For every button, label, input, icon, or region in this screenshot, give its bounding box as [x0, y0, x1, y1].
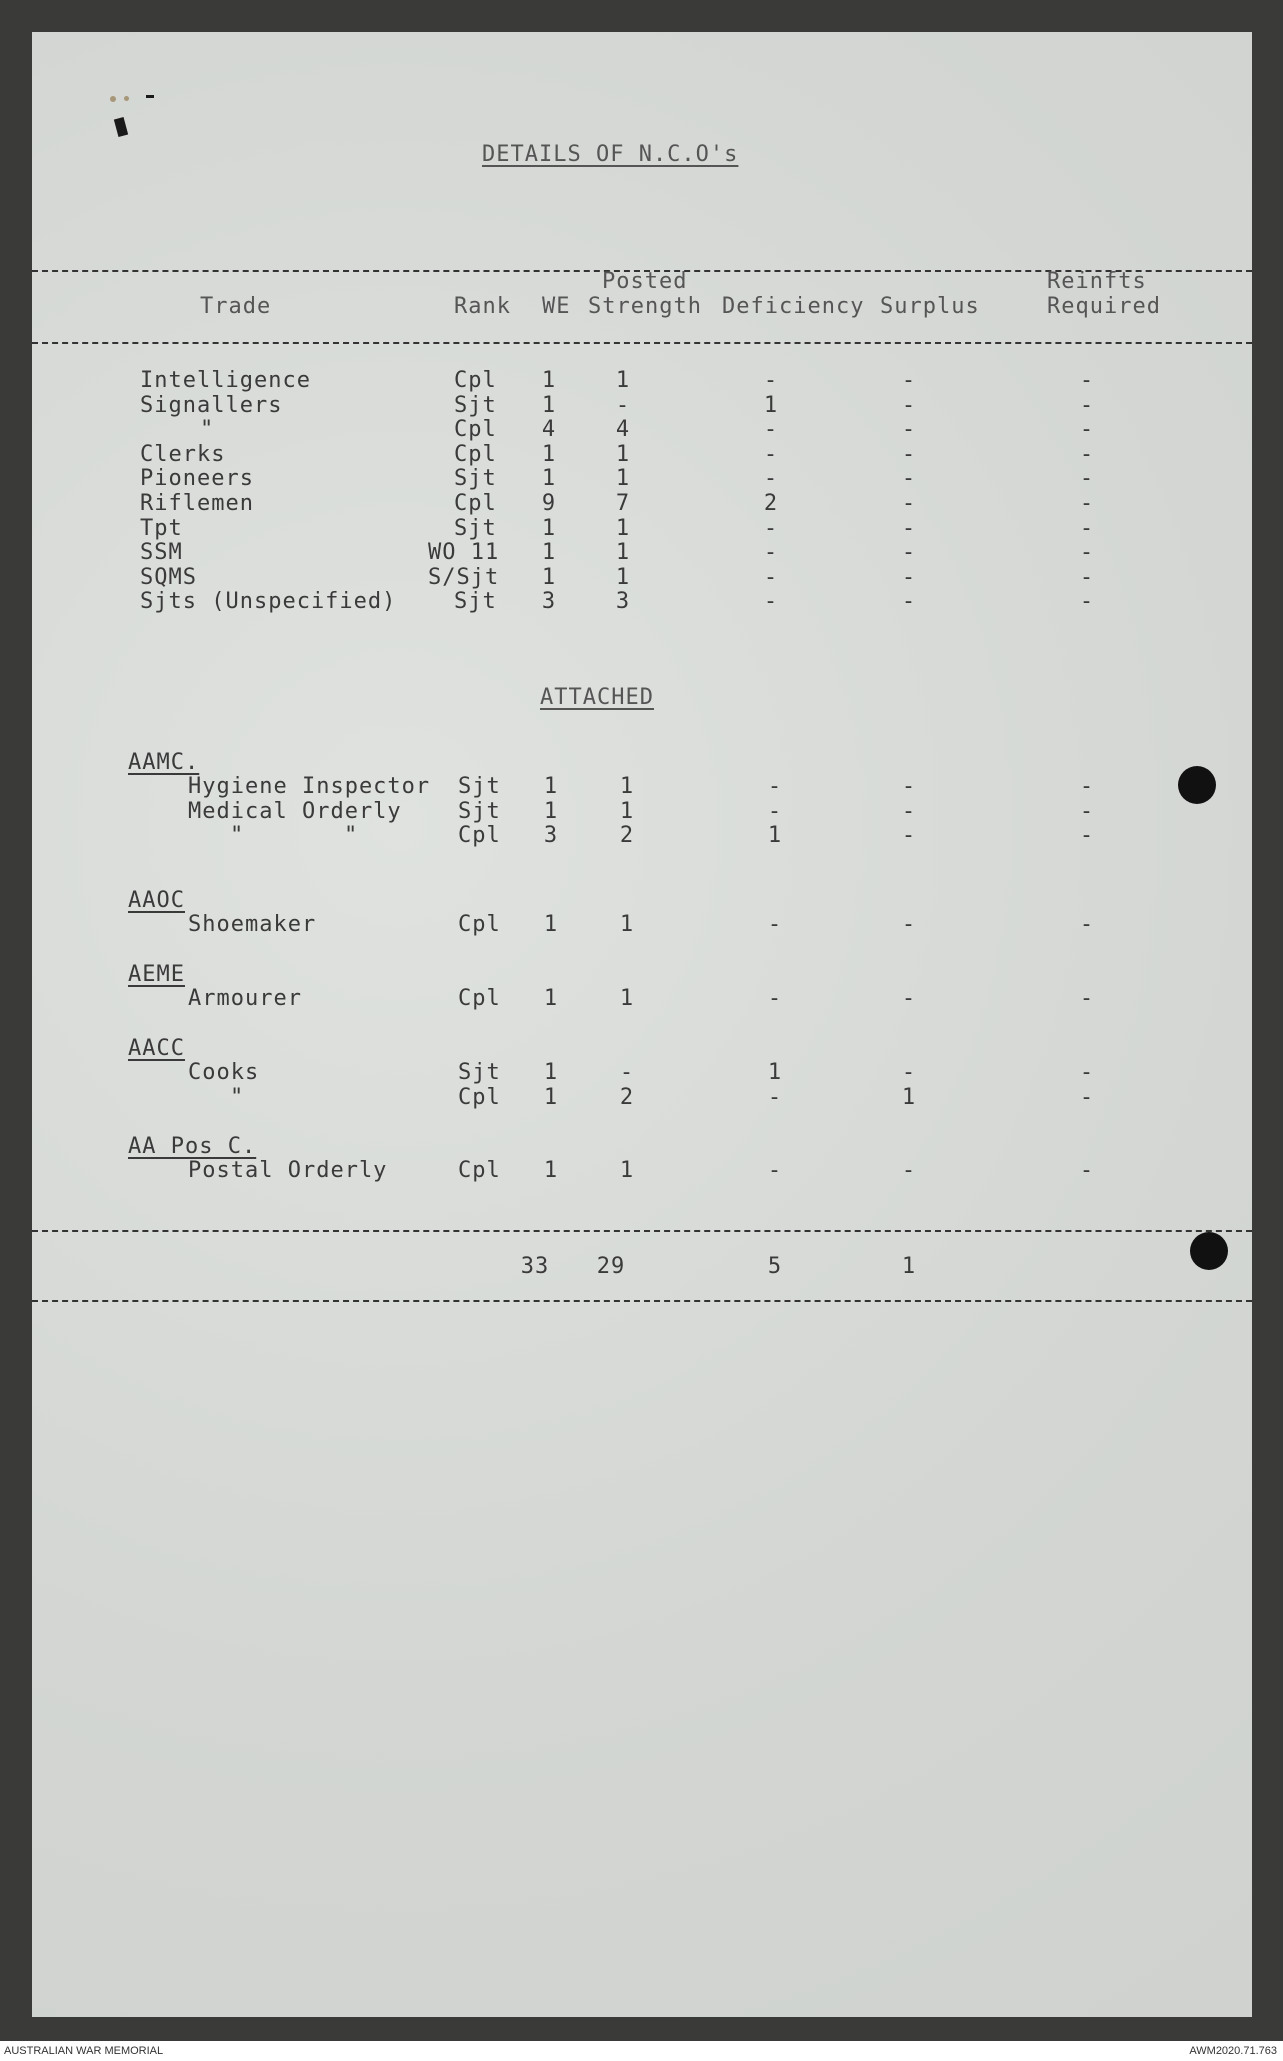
- row-trade: SQMS: [140, 564, 197, 590]
- group-name: AAMC.: [128, 750, 200, 775]
- row-surplus: 1: [901, 1084, 917, 1110]
- row-trade: " ": [230, 823, 359, 849]
- row-required: -: [1079, 774, 1095, 799]
- row-we: 1: [543, 912, 559, 937]
- row-rank: Sjt: [454, 589, 497, 615]
- row-required: -: [1079, 441, 1095, 467]
- row-surplus: -: [901, 441, 917, 467]
- row-rank: Cpl: [454, 491, 497, 516]
- row-we: 1: [541, 368, 557, 393]
- row-deficiency: -: [763, 417, 779, 443]
- row-rank: Sjt: [458, 774, 501, 799]
- row-required: -: [1079, 798, 1095, 824]
- row-surplus: -: [901, 798, 917, 824]
- group-name: AEME: [128, 962, 185, 987]
- row-surplus: -: [901, 417, 917, 443]
- total-surplus: 1: [901, 1254, 917, 1279]
- row-posted: 1: [615, 441, 631, 467]
- row-rank: Cpl: [454, 368, 497, 393]
- header-rank: Rank: [454, 294, 511, 319]
- stain-mark: [110, 96, 116, 102]
- row-deficiency: -: [767, 912, 783, 937]
- row-deficiency: 1: [767, 1060, 783, 1085]
- row-trade: Medical Orderly: [188, 798, 402, 824]
- totals-bottom-rule: [32, 1300, 1252, 1302]
- row-we: 3: [543, 823, 559, 849]
- row-deficiency: -: [767, 1158, 783, 1183]
- row-we: 1: [541, 540, 557, 566]
- row-surplus: -: [901, 466, 917, 492]
- row-required: -: [1079, 986, 1095, 1011]
- row-trade: Shoemaker: [188, 912, 317, 937]
- stain-mark: [124, 96, 129, 101]
- row-rank: Sjt: [454, 466, 497, 492]
- total-we: 33: [520, 1254, 550, 1279]
- row-we: 3: [541, 589, 557, 615]
- row-rank: Sjt: [458, 798, 501, 824]
- row-rank: Cpl: [458, 823, 501, 849]
- row-required: -: [1079, 1158, 1095, 1183]
- row-surplus: -: [901, 823, 917, 849]
- row-rank: Sjt: [458, 1060, 501, 1085]
- row-trade: Clerks: [140, 441, 226, 467]
- row-surplus: -: [901, 912, 917, 937]
- row-required: -: [1079, 417, 1095, 443]
- row-required: -: [1079, 823, 1095, 849]
- row-posted: 7: [615, 491, 631, 516]
- row-deficiency: -: [763, 540, 779, 566]
- row-we: 1: [543, 1158, 559, 1183]
- header-surplus: Surplus: [880, 294, 980, 319]
- row-required: -: [1079, 1060, 1095, 1085]
- row-we: 1: [541, 441, 557, 467]
- total-posted: 29: [596, 1254, 626, 1279]
- row-we: 1: [543, 798, 559, 824]
- row-trade: Tpt: [140, 515, 183, 541]
- row-rank: Sjt: [454, 392, 497, 418]
- row-deficiency: 2: [763, 491, 779, 516]
- attached-title: ATTACHED: [540, 685, 654, 710]
- row-posted: 1: [619, 912, 635, 937]
- row-surplus: -: [901, 774, 917, 799]
- page-title: DETAILS OF N.C.O's: [482, 142, 739, 167]
- ink-mark: [146, 95, 154, 98]
- header-posted: Posted: [602, 269, 688, 294]
- row-trade: Riflemen: [140, 491, 254, 516]
- row-deficiency: 1: [767, 823, 783, 849]
- footer-reference: AWM2020.71.763: [1189, 2045, 1277, 2057]
- row-deficiency: -: [763, 589, 779, 615]
- row-trade: ": [230, 1084, 245, 1110]
- row-rank: Cpl: [458, 986, 501, 1011]
- row-posted: 2: [619, 1084, 635, 1110]
- row-posted: 1: [619, 774, 635, 799]
- row-rank: S/Sjt: [428, 564, 500, 590]
- row-we: 1: [541, 466, 557, 492]
- row-surplus: -: [901, 1158, 917, 1183]
- row-trade: Hygiene Inspector: [188, 774, 431, 799]
- row-trade: Sjts (Unspecified): [140, 589, 397, 615]
- totals-top-rule: [32, 1230, 1252, 1232]
- row-deficiency: 1: [763, 392, 779, 418]
- row-posted: 1: [615, 466, 631, 492]
- row-trade: Signallers: [140, 392, 283, 418]
- punch-hole: [1178, 766, 1216, 804]
- row-we: 1: [541, 564, 557, 590]
- document-page: [32, 32, 1252, 2017]
- row-rank: Cpl: [454, 417, 497, 443]
- header-required: Required: [1047, 294, 1161, 319]
- row-we: 1: [543, 1084, 559, 1110]
- total-deficiency: 5: [767, 1254, 783, 1279]
- row-posted: 3: [615, 589, 631, 615]
- header-we: WE: [542, 294, 571, 319]
- row-surplus: -: [901, 564, 917, 590]
- row-rank: Sjt: [454, 515, 497, 541]
- row-we: 1: [541, 515, 557, 541]
- row-rank: Cpl: [458, 1084, 501, 1110]
- row-we: 1: [543, 986, 559, 1011]
- footer-credit: AUSTRALIAN WAR MEMORIAL: [4, 2045, 164, 2057]
- group-name: AAOC: [128, 888, 185, 913]
- row-deficiency: -: [767, 1084, 783, 1110]
- row-posted: 1: [615, 540, 631, 566]
- row-rank: WO 11: [428, 540, 500, 566]
- row-trade: Intelligence: [140, 368, 311, 393]
- row-surplus: -: [901, 1060, 917, 1085]
- row-deficiency: -: [763, 368, 779, 393]
- row-we: 9: [541, 491, 557, 516]
- row-rank: Cpl: [458, 912, 501, 937]
- row-we: 1: [541, 392, 557, 418]
- row-deficiency: -: [763, 441, 779, 467]
- row-surplus: -: [901, 392, 917, 418]
- row-deficiency: -: [763, 515, 779, 541]
- row-surplus: -: [901, 589, 917, 615]
- row-posted: 1: [615, 515, 631, 541]
- row-posted: 1: [615, 564, 631, 590]
- row-we: 1: [543, 774, 559, 799]
- row-posted: 1: [619, 1158, 635, 1183]
- row-trade: Postal Orderly: [188, 1158, 388, 1183]
- header-trade: Trade: [200, 294, 272, 319]
- row-posted: -: [619, 1060, 635, 1085]
- row-required: -: [1079, 912, 1095, 937]
- group-name: AA Pos C.: [128, 1134, 257, 1159]
- row-rank: Cpl: [454, 441, 497, 467]
- row-posted: 2: [619, 823, 635, 849]
- header-bottom-rule: [32, 342, 1252, 344]
- row-required: -: [1079, 392, 1095, 418]
- row-trade: Cooks: [188, 1060, 260, 1085]
- header-reinfts: Reinfts: [1047, 269, 1147, 294]
- row-surplus: -: [901, 986, 917, 1011]
- row-we: 1: [543, 1060, 559, 1085]
- row-required: -: [1079, 540, 1095, 566]
- row-required: -: [1079, 589, 1095, 615]
- row-surplus: -: [901, 540, 917, 566]
- row-trade: Pioneers: [140, 466, 254, 492]
- footer-strip: [0, 2041, 1283, 2061]
- row-posted: 4: [615, 417, 631, 443]
- header-strength: Strength: [588, 294, 702, 319]
- row-required: -: [1079, 368, 1095, 393]
- row-required: -: [1079, 515, 1095, 541]
- row-deficiency: -: [763, 564, 779, 590]
- row-trade: ": [200, 417, 215, 443]
- row-surplus: -: [901, 368, 917, 393]
- punch-hole: [1190, 1232, 1228, 1270]
- row-we: 4: [541, 417, 557, 443]
- row-trade: Armourer: [188, 986, 302, 1011]
- row-deficiency: -: [767, 774, 783, 799]
- row-deficiency: -: [767, 798, 783, 824]
- row-rank: Cpl: [458, 1158, 501, 1183]
- group-name: AACC: [128, 1036, 185, 1061]
- row-required: -: [1079, 491, 1095, 516]
- row-surplus: -: [901, 491, 917, 516]
- ink-mark: [114, 117, 128, 137]
- row-trade: SSM: [140, 540, 183, 566]
- row-deficiency: -: [763, 466, 779, 492]
- row-required: -: [1079, 1084, 1095, 1110]
- row-deficiency: -: [767, 986, 783, 1011]
- row-posted: 1: [615, 368, 631, 393]
- row-required: -: [1079, 466, 1095, 492]
- row-surplus: -: [901, 515, 917, 541]
- row-posted: -: [615, 392, 631, 418]
- header-deficiency: Deficiency: [722, 294, 865, 319]
- row-posted: 1: [619, 986, 635, 1011]
- row-posted: 1: [619, 798, 635, 824]
- row-required: -: [1079, 564, 1095, 590]
